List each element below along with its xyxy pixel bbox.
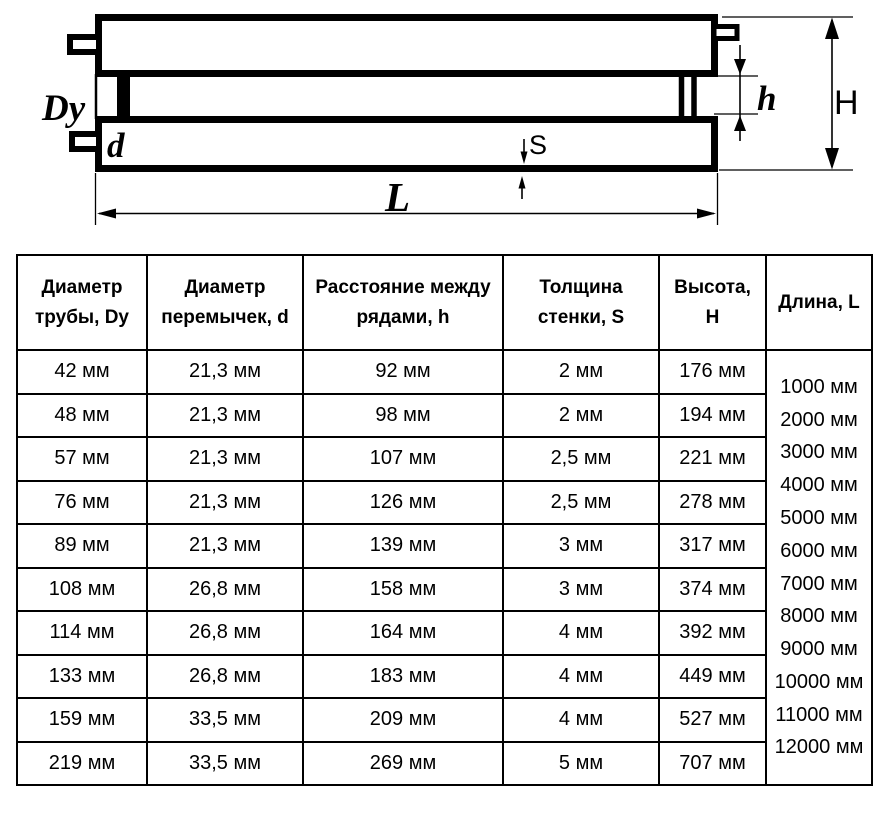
table-cell: 158 мм bbox=[303, 568, 503, 612]
table-cell: 76 мм bbox=[17, 481, 147, 525]
table-cell: 164 мм bbox=[303, 611, 503, 655]
table-cell: 4 мм bbox=[503, 655, 659, 699]
length-item: 4000 мм bbox=[780, 474, 858, 497]
table-header bbox=[17, 255, 872, 350]
table-cell: 317 мм bbox=[659, 524, 766, 568]
header-jumper-diameter: Диаметр перемычек, d bbox=[147, 255, 303, 350]
table-cell: 57 мм bbox=[17, 437, 147, 481]
table-body bbox=[17, 350, 872, 785]
pipe-diameter-label: Dy bbox=[42, 88, 86, 129]
table-cell: 209 мм bbox=[303, 698, 503, 742]
table-cell: 26,8 мм bbox=[147, 611, 303, 655]
table-header-row bbox=[17, 255, 872, 350]
length-item: 5000 мм bbox=[780, 506, 858, 529]
height-label: H bbox=[834, 84, 859, 122]
table-row bbox=[17, 350, 872, 394]
table-cell: 3 мм bbox=[503, 568, 659, 612]
table-row bbox=[17, 481, 872, 525]
wall-thickness-label: S bbox=[529, 130, 548, 160]
header-wall-thickness: Толщина стенки, S bbox=[503, 255, 659, 350]
length-item: 9000 мм bbox=[780, 638, 858, 661]
table-cell: 139 мм bbox=[303, 524, 503, 568]
table-cell: 126 мм bbox=[303, 481, 503, 525]
table-cell: 21,3 мм bbox=[147, 437, 303, 481]
table-cell: 108 мм bbox=[17, 568, 147, 612]
row-spacing-arrow-up bbox=[734, 116, 746, 132]
table-cell: 42 мм bbox=[17, 350, 147, 394]
length-item: 6000 мм bbox=[780, 539, 858, 562]
table-cell: 176 мм bbox=[659, 350, 766, 394]
top-left-stub bbox=[70, 37, 99, 52]
table-cell: 21,3 мм bbox=[147, 394, 303, 438]
table-cell: 21,3 мм bbox=[147, 524, 303, 568]
table-cell: 183 мм bbox=[303, 655, 503, 699]
length-item: 11000 мм bbox=[775, 703, 863, 726]
table-cell: 219 мм bbox=[17, 742, 147, 786]
bottom-left-stub bbox=[72, 134, 99, 149]
length-item: 10000 мм bbox=[774, 670, 864, 693]
table-cell: 98 мм bbox=[303, 394, 503, 438]
table-cell: 221 мм bbox=[659, 437, 766, 481]
bottom-pipe bbox=[99, 120, 715, 169]
register-technical-drawing bbox=[0, 0, 888, 250]
header-height: Высота, H bbox=[659, 255, 766, 350]
top-pipe bbox=[99, 18, 715, 74]
table-cell: 707 мм bbox=[659, 742, 766, 786]
row-spacing-arrow-down bbox=[734, 59, 746, 75]
table-cell: 92 мм bbox=[303, 350, 503, 394]
table-cell: 449 мм bbox=[659, 655, 766, 699]
table-cell: 133 мм bbox=[17, 655, 147, 699]
table-cell: 159 мм bbox=[17, 698, 147, 742]
table-row bbox=[17, 698, 872, 742]
table-cell: 33,5 мм bbox=[147, 742, 303, 786]
table-cell: 26,8 мм bbox=[147, 568, 303, 612]
table-cell: 2 мм bbox=[503, 394, 659, 438]
table-cell: 3 мм bbox=[503, 524, 659, 568]
table-cell: 527 мм bbox=[659, 698, 766, 742]
table-cell: 278 мм bbox=[659, 481, 766, 525]
table-cell: 33,5 мм bbox=[147, 698, 303, 742]
table-row bbox=[17, 524, 872, 568]
top-right-stub bbox=[714, 27, 737, 39]
length-label: L bbox=[385, 174, 411, 220]
table-row bbox=[17, 742, 872, 786]
table-cell: 107 мм bbox=[303, 437, 503, 481]
table-cell: 4 мм bbox=[503, 611, 659, 655]
table-cell: 5 мм bbox=[503, 742, 659, 786]
header-length: Длина, L bbox=[766, 255, 872, 350]
table-cell: 114 мм bbox=[17, 611, 147, 655]
length-item: 12000 мм bbox=[774, 736, 864, 759]
table-cell: 269 мм bbox=[303, 742, 503, 786]
row-spacing-label: h bbox=[757, 79, 777, 118]
length-item: 7000 мм bbox=[780, 572, 858, 595]
length-item: 1000 мм bbox=[780, 375, 858, 398]
dimensions-table bbox=[16, 254, 873, 786]
length-item: 3000 мм bbox=[780, 441, 858, 464]
table-row bbox=[17, 437, 872, 481]
table-row bbox=[17, 568, 872, 612]
header-row-spacing: Расстояние между рядами, h bbox=[303, 255, 503, 350]
table-cell: 21,3 мм bbox=[147, 481, 303, 525]
table-cell: 2,5 мм bbox=[503, 481, 659, 525]
length-arrow-left bbox=[97, 209, 116, 219]
table-cell: 4 мм bbox=[503, 698, 659, 742]
table-row bbox=[17, 394, 872, 438]
h-total-arrow-down bbox=[825, 148, 839, 170]
length-arrow-right bbox=[697, 209, 716, 219]
table-cell: 21,3 мм bbox=[147, 350, 303, 394]
left-jumper-pipe bbox=[117, 73, 130, 119]
length-list bbox=[767, 351, 871, 784]
table-row bbox=[17, 611, 872, 655]
table-row bbox=[17, 655, 872, 699]
table-cell: 194 мм bbox=[659, 394, 766, 438]
h-total-arrow-up bbox=[825, 18, 839, 40]
table-cell: 2,5 мм bbox=[503, 437, 659, 481]
table-cell: 2 мм bbox=[503, 350, 659, 394]
length-merged-cell bbox=[766, 350, 872, 785]
table-cell: 89 мм bbox=[17, 524, 147, 568]
length-item: 2000 мм bbox=[780, 408, 858, 431]
table-cell: 374 мм bbox=[659, 568, 766, 612]
wall-thickness-arrow-up bbox=[519, 176, 526, 189]
table-cell: 392 мм bbox=[659, 611, 766, 655]
header-pipe-diameter: Диаметр трубы, Dy bbox=[17, 255, 147, 350]
jumper-diameter-label: d bbox=[107, 126, 125, 165]
table-cell: 26,8 мм bbox=[147, 655, 303, 699]
length-item: 8000 мм bbox=[780, 605, 858, 628]
table-cell: 48 мм bbox=[17, 394, 147, 438]
